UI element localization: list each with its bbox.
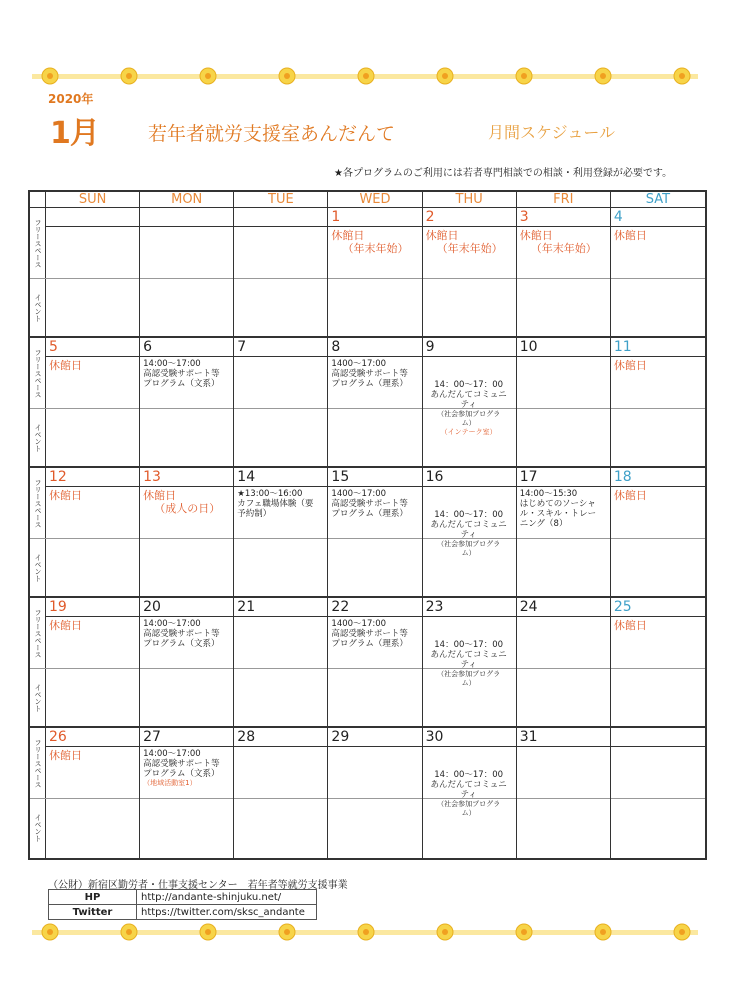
month-label: 1月 bbox=[50, 116, 99, 151]
cell-divider bbox=[423, 278, 516, 279]
day-cell bbox=[234, 598, 328, 726]
day-events bbox=[331, 229, 419, 255]
day-number: 24 bbox=[517, 598, 610, 617]
day-events bbox=[424, 770, 514, 818]
flower-center bbox=[284, 73, 290, 79]
day-number: 12 bbox=[46, 468, 139, 487]
weekday-header-mon: MON bbox=[140, 192, 234, 208]
day-number bbox=[140, 208, 233, 227]
day-number: 10 bbox=[517, 338, 610, 357]
year-label: 2020年 bbox=[48, 92, 94, 106]
day-number: 14 bbox=[234, 468, 327, 487]
weekday-header-fri: FRI bbox=[517, 192, 611, 208]
event-line: ム） bbox=[461, 809, 476, 817]
event-line: プログラム（文系） bbox=[143, 379, 220, 389]
day-cell bbox=[46, 338, 140, 466]
cell-divider bbox=[234, 668, 327, 669]
event-line: 休館日 bbox=[143, 489, 177, 502]
day-number: 20 bbox=[140, 598, 233, 617]
event-line: 高認受験サポート等 bbox=[143, 759, 220, 769]
day-cell bbox=[517, 338, 611, 466]
day-events bbox=[331, 619, 419, 649]
event-line: 休館日 bbox=[49, 619, 82, 632]
day-number: 9 bbox=[423, 338, 516, 357]
header-corner bbox=[30, 192, 46, 208]
day-number: 1 bbox=[328, 208, 421, 227]
day-cell bbox=[611, 208, 705, 336]
day-cell bbox=[46, 598, 140, 726]
day-cell bbox=[517, 598, 611, 726]
cell-divider bbox=[46, 408, 139, 409]
weekday-header-wed: WED bbox=[328, 192, 422, 208]
day-events bbox=[331, 489, 419, 519]
event-line: 休館日 bbox=[613, 359, 647, 372]
flower-center bbox=[521, 929, 527, 935]
event-line: ニング（8） bbox=[519, 519, 568, 529]
event-label: イベント bbox=[34, 294, 42, 322]
day-events bbox=[143, 359, 231, 389]
cell-divider bbox=[611, 538, 705, 539]
day-events bbox=[614, 619, 703, 632]
flower-center bbox=[363, 73, 369, 79]
event-line: 予約制） bbox=[237, 509, 272, 519]
day-cell bbox=[517, 208, 611, 336]
day-events bbox=[237, 489, 325, 519]
event-line: 高認受験サポート等 bbox=[331, 499, 408, 509]
event-line: （社会参加プログラ bbox=[437, 540, 501, 548]
day-number: 8 bbox=[328, 338, 421, 357]
day-cell bbox=[234, 208, 328, 336]
cell-divider bbox=[140, 538, 233, 539]
day-cell bbox=[234, 468, 328, 596]
day-cell bbox=[423, 468, 517, 596]
event-label: イベント bbox=[34, 814, 42, 842]
cell-divider bbox=[46, 798, 139, 799]
event-line: ム） bbox=[461, 679, 476, 687]
free-space-label: フリースペース bbox=[34, 478, 42, 528]
event-line: プログラム（理系） bbox=[331, 379, 408, 389]
flower-center bbox=[679, 929, 685, 935]
day-cell bbox=[517, 728, 611, 858]
day-number: 2 bbox=[423, 208, 516, 227]
event-line: ティ bbox=[460, 400, 477, 410]
event-line: （年末年始） bbox=[530, 242, 597, 255]
event-line: 休館日 bbox=[49, 749, 82, 762]
event-line: カフェ職場体験（要 bbox=[237, 499, 314, 509]
cell-divider bbox=[234, 278, 327, 279]
weekday-header-thu: THU bbox=[423, 192, 517, 208]
day-events bbox=[49, 489, 137, 502]
flower-center bbox=[126, 73, 132, 79]
day-number: 16 bbox=[423, 468, 516, 487]
day-cell bbox=[611, 468, 705, 596]
day-number: 18 bbox=[611, 468, 705, 487]
event-line: ★13:00～16:00 bbox=[237, 489, 303, 499]
cell-divider bbox=[234, 798, 327, 799]
event-line: 休館日 bbox=[613, 229, 647, 242]
event-line: ム） bbox=[461, 419, 476, 427]
event-line: あんだんてコミュニ bbox=[430, 390, 507, 400]
week-row bbox=[30, 728, 705, 858]
day-events bbox=[614, 229, 703, 242]
day-events bbox=[614, 489, 703, 502]
cell-divider bbox=[328, 538, 421, 539]
day-cell bbox=[46, 728, 140, 858]
week-side-labels bbox=[30, 468, 46, 596]
day-number bbox=[46, 208, 139, 227]
event-line: 1400～17:00 bbox=[331, 489, 387, 499]
day-events bbox=[520, 229, 608, 255]
event-label: イベント bbox=[34, 424, 42, 452]
hp-link[interactable]: http://andante-shinjuku.net/ bbox=[137, 890, 317, 905]
event-line: ル・スキル・トレー bbox=[519, 509, 597, 519]
event-line: 14:00～17:00 bbox=[143, 359, 201, 369]
day-cell bbox=[328, 338, 422, 466]
footer-links-table bbox=[48, 889, 317, 920]
day-events bbox=[143, 619, 231, 649]
event-line: あんだんてコミュニ bbox=[430, 520, 507, 530]
cell-divider bbox=[328, 408, 421, 409]
cell-divider bbox=[517, 408, 610, 409]
event-line: 14:00～15:30 bbox=[519, 489, 578, 499]
event-line: ム） bbox=[461, 549, 476, 557]
day-events bbox=[424, 640, 514, 688]
day-number: 5 bbox=[46, 338, 139, 357]
event-line: 14：00～17：00 bbox=[434, 380, 504, 390]
day-cell bbox=[423, 598, 517, 726]
day-number: 3 bbox=[517, 208, 610, 227]
week-row bbox=[30, 208, 705, 338]
cell-divider bbox=[328, 798, 421, 799]
flower-center bbox=[126, 929, 132, 935]
day-cell bbox=[423, 728, 517, 858]
flower-center bbox=[521, 73, 527, 79]
event-line: ティ bbox=[460, 790, 477, 800]
day-events bbox=[143, 489, 231, 515]
day-cell bbox=[140, 728, 234, 858]
cell-divider bbox=[140, 798, 233, 799]
event-label: イベント bbox=[34, 684, 42, 712]
cell-divider bbox=[234, 538, 327, 539]
event-line: プログラム（理系） bbox=[331, 639, 408, 649]
flower-center bbox=[205, 73, 211, 79]
event-line: 14：00～17：00 bbox=[434, 510, 504, 520]
day-number: 17 bbox=[517, 468, 610, 487]
flower-center bbox=[363, 929, 369, 935]
event-line: ティ bbox=[460, 660, 477, 670]
footer-org: （公財）新宿区勤労者・仕事支援センター 若年者等就労支援事業 bbox=[48, 880, 348, 891]
event-line: あんだんてコミュニ bbox=[430, 780, 507, 790]
cell-divider bbox=[46, 538, 139, 539]
cell-divider bbox=[517, 538, 610, 539]
event-line: 高認受験サポート等 bbox=[331, 369, 408, 379]
event-line: 14：00～17：00 bbox=[434, 770, 504, 780]
cell-divider bbox=[140, 278, 233, 279]
day-number bbox=[611, 728, 705, 747]
cell-divider bbox=[611, 408, 705, 409]
day-number: 31 bbox=[517, 728, 610, 747]
cell-divider bbox=[328, 278, 421, 279]
day-number: 21 bbox=[234, 598, 327, 617]
week-row bbox=[30, 468, 705, 598]
cell-divider bbox=[328, 668, 421, 669]
flower-border-bottom bbox=[32, 922, 698, 942]
day-number: 22 bbox=[328, 598, 421, 617]
flower-center bbox=[679, 73, 685, 79]
day-number: 26 bbox=[46, 728, 139, 747]
cell-divider bbox=[46, 278, 139, 279]
event-line: 高認受験サポート等 bbox=[331, 629, 408, 639]
day-events bbox=[520, 489, 608, 529]
flower-center bbox=[442, 73, 448, 79]
event-line: 14：00～17：00 bbox=[434, 640, 504, 650]
page-title: 若年者就労支援室あんだんて bbox=[148, 123, 396, 145]
flower-center bbox=[47, 73, 53, 79]
event-line: 休館日 bbox=[425, 229, 459, 242]
day-cell bbox=[234, 338, 328, 466]
event-line: 休館日 bbox=[519, 229, 553, 242]
day-cell bbox=[328, 468, 422, 596]
week-row bbox=[30, 338, 705, 468]
event-line: 休館日 bbox=[613, 619, 647, 632]
free-space-label: フリースペース bbox=[34, 608, 42, 658]
event-line: ティ bbox=[460, 530, 477, 540]
event-line: （社会参加プログラ bbox=[437, 800, 501, 808]
event-line: （社会参加プログラ bbox=[437, 670, 501, 678]
day-events bbox=[331, 359, 419, 389]
day-cell bbox=[234, 728, 328, 858]
day-events bbox=[614, 359, 703, 372]
event-line: 休館日 bbox=[613, 489, 647, 502]
flower-center bbox=[47, 929, 53, 935]
day-events bbox=[426, 229, 514, 255]
weekday-header-sun: SUN bbox=[46, 192, 140, 208]
free-space-label: フリースペース bbox=[34, 348, 42, 398]
day-cell bbox=[328, 208, 422, 336]
event-line: 休館日 bbox=[331, 229, 365, 242]
event-line: 高認受験サポート等 bbox=[143, 369, 220, 379]
day-events bbox=[49, 619, 137, 632]
day-number: 4 bbox=[611, 208, 705, 227]
event-line: プログラム（理系） bbox=[331, 509, 408, 519]
weekday-header-sat: SAT bbox=[611, 192, 705, 208]
cell-divider bbox=[46, 668, 139, 669]
week-side-labels bbox=[30, 338, 46, 466]
cell-divider bbox=[611, 668, 705, 669]
day-number: 19 bbox=[46, 598, 139, 617]
event-line: 高認受験サポート等 bbox=[143, 629, 220, 639]
flower-center bbox=[442, 929, 448, 935]
day-cell bbox=[423, 208, 517, 336]
week-row bbox=[30, 598, 705, 728]
cell-divider bbox=[517, 668, 610, 669]
day-cell bbox=[46, 468, 140, 596]
notice-text: ★各プログラムのご利用には若者専門相談での相談・利用登録が必要です。 bbox=[334, 168, 673, 179]
event-line: プログラム（文系） bbox=[143, 769, 220, 779]
day-number: 13 bbox=[140, 468, 233, 487]
weekday-header-tue: TUE bbox=[234, 192, 328, 208]
free-space-label: フリースペース bbox=[34, 738, 42, 788]
free-space-label: フリースペース bbox=[34, 218, 42, 268]
day-cell bbox=[328, 728, 422, 858]
day-cell bbox=[140, 338, 234, 466]
day-events bbox=[49, 359, 137, 372]
flower-center bbox=[284, 929, 290, 935]
day-number: 6 bbox=[140, 338, 233, 357]
day-number: 29 bbox=[328, 728, 421, 747]
event-line: （年末年始） bbox=[342, 242, 409, 255]
day-cell bbox=[140, 598, 234, 726]
day-number: 25 bbox=[611, 598, 705, 617]
event-line: 1400～17:00 bbox=[331, 359, 387, 369]
day-number: 23 bbox=[423, 598, 516, 617]
cell-divider bbox=[611, 278, 705, 279]
event-line: 14:00～17:00 bbox=[143, 619, 201, 629]
week-side-labels bbox=[30, 728, 46, 858]
event-line: 休館日 bbox=[49, 359, 82, 372]
flower-center bbox=[600, 73, 606, 79]
calendar-grid bbox=[28, 190, 707, 860]
day-events bbox=[424, 380, 514, 437]
event-line: （インテーク室） bbox=[440, 428, 497, 436]
event-line: （社会参加プログラ bbox=[437, 410, 501, 418]
cell-divider bbox=[140, 408, 233, 409]
cell-divider bbox=[234, 408, 327, 409]
event-line: はじめてのソーシャ bbox=[519, 499, 596, 509]
event-label: イベント bbox=[34, 554, 42, 582]
event-line: あんだんてコミュニ bbox=[430, 650, 507, 660]
event-line: 休館日 bbox=[49, 489, 82, 502]
event-line: 14:00～17:00 bbox=[143, 749, 201, 759]
day-cell bbox=[140, 468, 234, 596]
day-number: 30 bbox=[423, 728, 516, 747]
day-number: 11 bbox=[611, 338, 705, 357]
day-number: 7 bbox=[234, 338, 327, 357]
cell-divider bbox=[611, 798, 705, 799]
week-side-labels bbox=[30, 208, 46, 336]
day-events bbox=[424, 510, 514, 558]
twitter-link[interactable]: https://twitter.com/sksc_andante bbox=[137, 905, 317, 920]
week-side-labels bbox=[30, 598, 46, 726]
day-number: 27 bbox=[140, 728, 233, 747]
flower-border-top bbox=[32, 66, 698, 86]
day-cell bbox=[423, 338, 517, 466]
day-cell bbox=[328, 598, 422, 726]
cell-divider bbox=[140, 668, 233, 669]
twitter-label: Twitter bbox=[49, 905, 137, 920]
day-cell bbox=[140, 208, 234, 336]
event-line: （成人の日） bbox=[154, 502, 221, 515]
day-events bbox=[143, 749, 231, 788]
hp-label: HP bbox=[49, 890, 137, 905]
day-cell bbox=[611, 338, 705, 466]
day-number bbox=[234, 208, 327, 227]
day-events bbox=[49, 749, 137, 762]
event-line: （年末年始） bbox=[436, 242, 503, 255]
flower-center bbox=[205, 929, 211, 935]
day-number: 15 bbox=[328, 468, 421, 487]
day-cell bbox=[517, 468, 611, 596]
day-cell bbox=[46, 208, 140, 336]
page-subtitle: 月間スケジュール bbox=[488, 123, 616, 142]
day-number: 28 bbox=[234, 728, 327, 747]
cell-divider bbox=[517, 798, 610, 799]
cell-divider bbox=[517, 278, 610, 279]
day-cell bbox=[611, 598, 705, 726]
event-line: 1400～17:00 bbox=[331, 619, 387, 629]
event-line: （地域活動室1） bbox=[143, 779, 197, 787]
day-cell bbox=[611, 728, 705, 858]
flower-center bbox=[600, 929, 606, 935]
event-line: プログラム（文系） bbox=[143, 639, 220, 649]
